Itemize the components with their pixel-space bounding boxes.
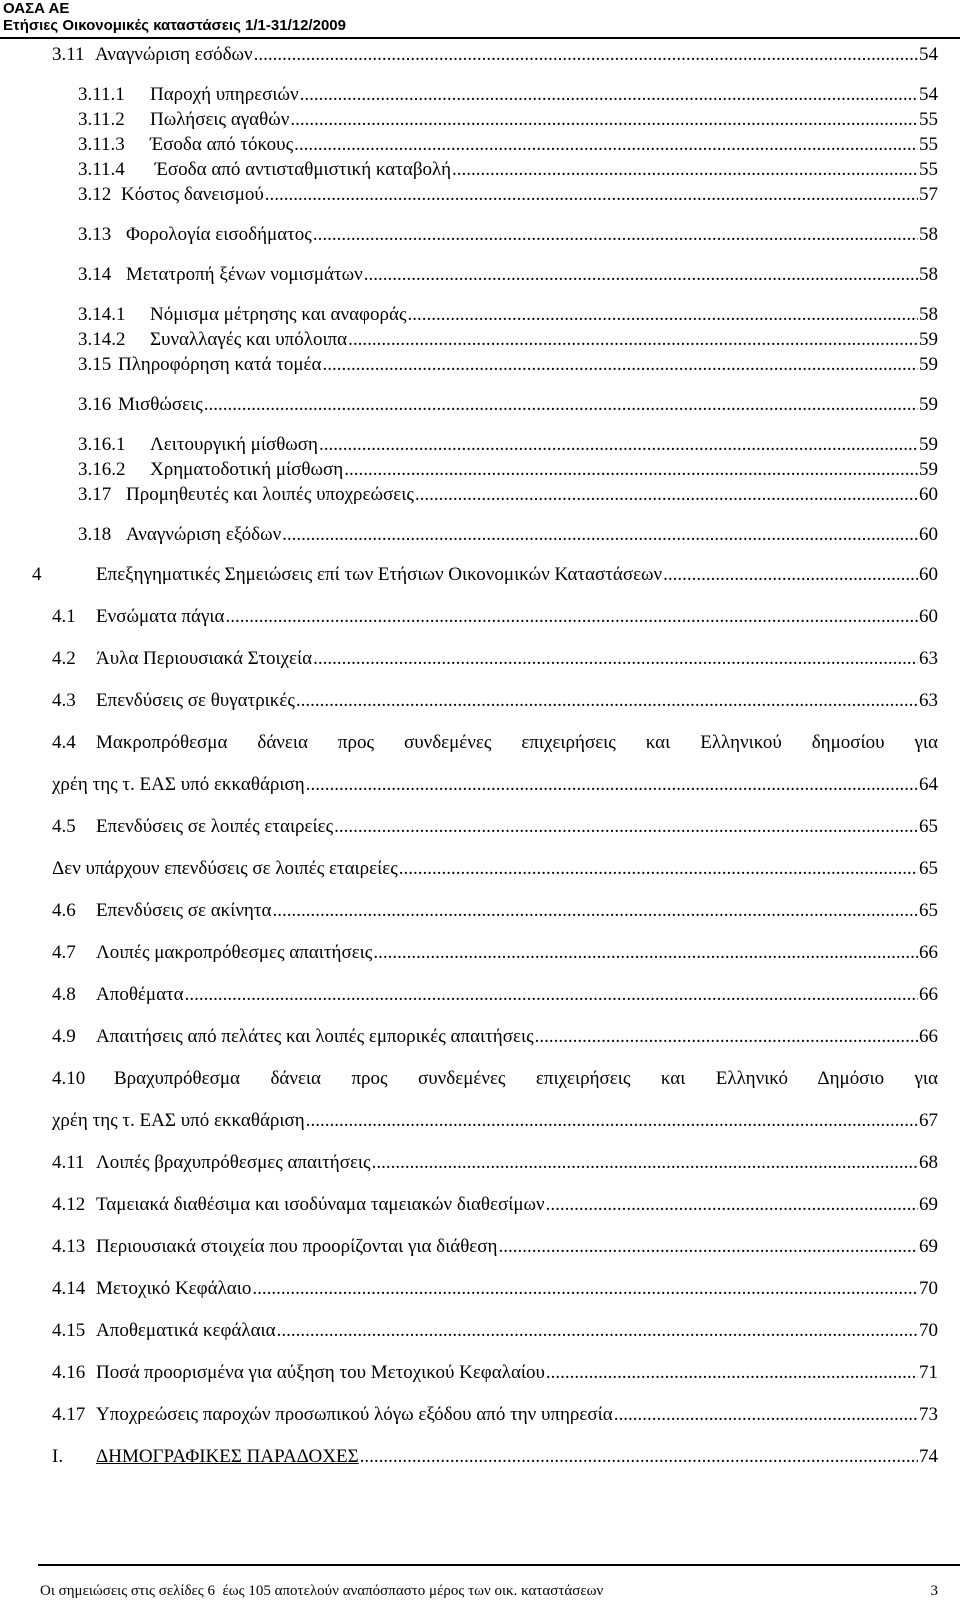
toc-entry-number: 4.14	[52, 1278, 86, 1299]
toc-entry[interactable]	[52, 1192, 938, 1218]
toc-entry-page: 60	[919, 606, 938, 627]
toc-entry-number: 3.16.2	[78, 459, 126, 480]
toc-entry[interactable]	[52, 1150, 938, 1176]
toc-entry-number: 4.5	[52, 816, 76, 837]
toc-entry-page: 59	[919, 354, 938, 375]
toc-entry-number: 3.13	[78, 224, 112, 245]
toc-entry-title: Παροχή υπηρεσιών	[150, 84, 299, 105]
toc-leader-dots	[296, 688, 918, 714]
page-footer	[0, 1562, 960, 1605]
toc-entry-number: 3.11.1	[78, 84, 125, 105]
toc-leader-dots	[372, 1150, 918, 1176]
toc-leader-dots	[348, 327, 918, 353]
toc-entry[interactable]	[78, 262, 938, 288]
toc-entry-title: Έσοδα από αντισταθμιστική καταβολή	[150, 159, 452, 180]
toc-entry-page: 55	[919, 134, 938, 155]
toc-entry-page: 63	[919, 690, 938, 711]
toc-entry-page: 59	[919, 394, 938, 415]
toc-entry-first-line[interactable]	[52, 1066, 938, 1092]
toc-entry-number: 3.11.3	[78, 134, 125, 155]
toc-entry-number: 4.16	[52, 1362, 86, 1383]
toc-entry-title: Βραχυπρόθεσμα δάνεια προς συνδεμένες επιχειρήσεις και Ελληνικό Δημόσιο για	[114, 1068, 938, 1089]
toc-entry[interactable]	[32, 562, 938, 588]
toc-entry-title: Συναλλαγές και υπόλοιπα	[150, 329, 348, 350]
toc-entry-title: Δεν υπάρχουν επενδύσεις σε λοιπές εταιρείες	[52, 858, 398, 879]
toc-leader-dots	[265, 182, 918, 208]
toc-entry[interactable]	[78, 107, 938, 133]
toc-entry[interactable]	[52, 1024, 938, 1050]
toc-entry-page: 60	[919, 484, 938, 505]
toc-leader-dots	[546, 1360, 918, 1386]
toc-leader-dots	[614, 1402, 918, 1428]
toc-entry-number: 4.4	[52, 732, 76, 753]
toc-leader-dots	[300, 82, 918, 108]
toc-entry-page: 67	[919, 1110, 938, 1131]
toc-leader-dots	[452, 157, 918, 183]
toc-entry-page: 73	[919, 1404, 938, 1425]
toc-entry-page: 68	[919, 1152, 938, 1173]
toc-entry-title: Μακροπρόθεσμα δάνεια προς συνδεμένες επιχειρήσεις και Ελληνικού δημοσίου για	[96, 732, 938, 753]
toc-entry[interactable]	[78, 302, 938, 328]
toc-entry-number: 3.18	[78, 524, 112, 545]
toc-entry-title-continuation: χρέη της τ. ΕΑΣ υπό εκκαθάριση	[52, 774, 305, 795]
toc-entry[interactable]	[78, 82, 938, 108]
toc-entry-page: 60	[919, 524, 938, 545]
toc-entry[interactable]	[52, 604, 938, 630]
toc-entry[interactable]	[52, 1318, 938, 1344]
toc-entry-page: 55	[919, 159, 938, 180]
toc-entry[interactable]	[52, 940, 938, 966]
toc-entry[interactable]	[52, 772, 938, 798]
document-subtitle: Ετήσιες Οικονομικές καταστάσεις 1/1-31/12/2009	[3, 17, 346, 34]
toc-entry[interactable]	[78, 327, 938, 353]
toc-entry-title: Μετοχικό Κεφάλαιο	[96, 1278, 252, 1299]
toc-leader-dots	[204, 392, 918, 418]
toc-entry-title: Μετατροπή ξένων νομισμάτων	[126, 264, 363, 285]
toc-entry-number: 3.11	[52, 44, 85, 65]
organization-name: ΟΑΣΑ ΑΕ	[3, 0, 70, 17]
toc-entry-number: 4.3	[52, 690, 76, 711]
toc-entry-number: 3.11.4	[78, 159, 125, 180]
toc-entry-page: 63	[919, 648, 938, 669]
toc-leader-dots	[373, 940, 918, 966]
toc-entry-title: Πληροφόρηση κατά τομέα	[118, 354, 322, 375]
toc-entry-page: 58	[919, 224, 938, 245]
toc-entry-title: Μισθώσεις	[118, 394, 203, 415]
toc-entry[interactable]	[52, 688, 938, 714]
toc-leader-dots	[334, 814, 918, 840]
toc-leader-dots	[498, 1234, 918, 1260]
toc-entry-page: 66	[919, 984, 938, 1005]
toc-entry-title: Νόμισμα μέτρησης και αναφοράς	[150, 304, 407, 325]
toc-entry[interactable]	[52, 1402, 938, 1428]
toc-entry-page: 54	[919, 84, 938, 105]
toc-entry-number: 4.17	[52, 1404, 86, 1425]
toc-entry-page: 60	[919, 564, 938, 585]
toc-entry[interactable]	[52, 1276, 938, 1302]
toc-entry[interactable]	[52, 1108, 938, 1134]
toc-entry[interactable]	[78, 182, 938, 208]
toc-entry-page: 59	[919, 459, 938, 480]
toc-leader-dots	[399, 856, 918, 882]
toc-entry-title: Χρηματοδοτική μίσθωση	[150, 459, 344, 480]
toc-entry-number: 3.14.2	[78, 329, 126, 350]
toc-entry[interactable]	[52, 1234, 938, 1260]
toc-entry-number: 4.9	[52, 1026, 76, 1047]
toc-entry-page: 66	[919, 1026, 938, 1047]
toc-entry-page: 59	[919, 434, 938, 455]
toc-leader-dots	[344, 457, 918, 483]
toc-leader-dots	[546, 1192, 918, 1218]
toc-entry-first-line[interactable]	[52, 730, 938, 756]
toc-entry-page: 69	[919, 1194, 938, 1215]
toc-entry-title: Υποχρεώσεις παροχών προσωπικού λόγω εξόδου από την υπηρεσία	[96, 1404, 613, 1425]
toc-entry[interactable]	[52, 42, 938, 68]
toc-leader-dots	[319, 432, 918, 458]
toc-leader-dots	[252, 1276, 918, 1302]
toc-entry-number: 3.14.1	[78, 304, 126, 325]
footer-rule	[38, 1564, 960, 1566]
toc-entry[interactable]	[52, 1360, 938, 1386]
toc-entry-page: 70	[919, 1320, 938, 1341]
toc-entry-title: Περιουσιακά στοιχεία που προορίζονται για διάθεση	[96, 1236, 498, 1257]
toc-entry-title: Λειτουργική μίσθωση	[150, 434, 318, 455]
toc-entry-title-continuation: χρέη της τ. ΕΑΣ υπό εκκαθάριση	[52, 1110, 305, 1131]
toc-entry-page: 71	[919, 1362, 938, 1383]
toc-entry-number: 3.17	[78, 484, 112, 505]
page-number: 3	[930, 1583, 938, 1599]
toc-entry-page: 58	[919, 264, 938, 285]
toc-entry-title: Ενσώματα πάγια	[96, 606, 225, 627]
toc-leader-dots	[306, 772, 918, 798]
toc-entry-number: 4.13	[52, 1236, 86, 1257]
toc-leader-dots	[663, 562, 918, 588]
toc-entry-number: 4	[32, 564, 42, 585]
toc-entry-title: Αποθεματικά κεφάλαια	[96, 1320, 276, 1341]
toc-entry-number: 3.16.1	[78, 434, 126, 455]
toc-entry-page: 65	[919, 858, 938, 879]
toc-entry-number: 4.15	[52, 1320, 86, 1341]
toc-entry[interactable]	[78, 157, 938, 183]
toc-entry[interactable]	[78, 457, 938, 483]
toc-entry-page: 58	[919, 304, 938, 325]
toc-entry-page: 69	[919, 1236, 938, 1257]
toc-leader-dots	[185, 982, 918, 1008]
toc-entry-title: Αποθέματα	[96, 984, 184, 1005]
toc-leader-dots	[225, 604, 918, 630]
toc-entry-page: 64	[919, 774, 938, 795]
toc-entry[interactable]	[78, 392, 938, 418]
toc-entry-title: Άυλα Περιουσιακά Στοιχεία	[96, 648, 313, 669]
toc-entry-number: 3.12	[78, 184, 112, 205]
toc-entry-number: 3.14	[78, 264, 112, 285]
footer-note: Οι σημειώσεις στις σελίδες 6 έως 105 αποτελούν αναπόσπαστο μέρος των οικ. καταστάσεων	[40, 1583, 604, 1599]
toc-leader-dots	[254, 42, 918, 68]
toc-entry-number: 4.10	[52, 1068, 86, 1089]
toc-entry-page: 59	[919, 329, 938, 350]
toc-leader-dots	[535, 1024, 918, 1050]
toc-entry[interactable]	[78, 132, 938, 158]
toc-leader-dots	[313, 222, 918, 248]
toc-entry-page: 66	[919, 942, 938, 963]
toc-entry[interactable]	[52, 898, 938, 924]
toc-entry-title: Ταμειακά διαθέσιμα και ισοδύναμα ταμειακών διαθεσίμων	[96, 1194, 545, 1215]
toc-entry-page: 55	[919, 109, 938, 130]
toc-entry[interactable]	[52, 856, 938, 882]
toc-entry-number: 4.7	[52, 942, 76, 963]
toc-entry-title: Προμηθευτές και λοιπές υποχρεώσεις	[126, 484, 414, 505]
toc-entry-page: 74	[919, 1446, 938, 1467]
toc-leader-dots	[294, 132, 918, 158]
toc-entry-title: Απαιτήσεις από πελάτες και λοιπές εμπορικές απαιτήσεις	[96, 1026, 534, 1047]
toc-entry-page: 70	[919, 1278, 938, 1299]
toc-entry[interactable]	[78, 482, 938, 508]
toc-entry-title: Λοιπές μακροπρόθεσμες απαιτήσεις	[96, 942, 373, 963]
toc-entry-title: Κόστος δανεισμού	[121, 184, 264, 205]
toc-entry-title: ΔΗΜΟΓΡΑΦΙΚΕΣ ΠΑΡΑΔΟΧΕΣ	[96, 1446, 359, 1467]
toc-entry-number: 4.6	[52, 900, 76, 921]
toc-entry[interactable]	[78, 522, 938, 548]
toc-entry-title: Φορολογία εισοδήματος	[126, 224, 312, 245]
toc-leader-dots	[415, 482, 918, 508]
toc-entry-page: 57	[919, 184, 938, 205]
toc-entry[interactable]	[78, 352, 938, 378]
toc-entry[interactable]	[78, 222, 938, 248]
toc-entry-title: Αναγνώριση εξόδων	[126, 524, 282, 545]
toc-entry-title: Επεξηγηματικές Σημειώσεις επί των Ετήσιων Οικονομικών Καταστάσεων	[96, 564, 663, 585]
toc-entry-title: Επενδύσεις σε θυγατρικές	[96, 690, 295, 711]
toc-leader-dots	[290, 107, 918, 133]
toc-entry-number: I.	[52, 1446, 64, 1467]
toc-leader-dots	[306, 1108, 918, 1134]
toc-leader-dots	[272, 898, 918, 924]
toc-entry[interactable]	[78, 432, 938, 458]
toc-leader-dots	[277, 1318, 918, 1344]
toc-entry-page: 65	[919, 816, 938, 837]
toc-entry-number: 4.11	[52, 1152, 85, 1173]
toc-leader-dots	[313, 646, 918, 672]
toc-entry-number: 3.15	[78, 354, 112, 375]
toc-leader-dots	[360, 1444, 918, 1470]
toc-leader-dots	[364, 262, 918, 288]
toc-entry-number: 4.12	[52, 1194, 86, 1215]
toc-entry-title: Αναγνώριση εσόδων	[95, 44, 253, 65]
toc-entry-page: 54	[919, 44, 938, 65]
toc-leader-dots	[407, 302, 918, 328]
toc-entry-number: 3.16	[78, 394, 112, 415]
toc-entry[interactable]	[52, 814, 938, 840]
toc-entry-title: Πωλήσεις αγαθών	[150, 109, 290, 130]
toc-entry-number: 4.8	[52, 984, 76, 1005]
toc-leader-dots	[322, 352, 918, 378]
toc-entry[interactable]	[52, 646, 938, 672]
toc-entry-number: 4.2	[52, 648, 76, 669]
toc-entry-title: Λοιπές βραχυπρόθεσμες απαιτήσεις	[96, 1152, 371, 1173]
toc-entry[interactable]	[52, 1444, 938, 1470]
toc-entry-title: Έσοδα από τόκους	[150, 134, 294, 155]
toc-entry[interactable]	[52, 982, 938, 1008]
toc-entry-title: Επενδύσεις σε ακίνητα	[96, 900, 272, 921]
toc-entry-number: 3.11.2	[78, 109, 125, 130]
toc-leader-dots	[282, 522, 918, 548]
toc-entry-page: 65	[919, 900, 938, 921]
toc-entry-title: Ποσά προορισμένα για αύξηση του Μετοχικού Κεφαλαίου	[96, 1362, 545, 1383]
toc-entry-title: Επενδύσεις σε λοιπές εταιρείες	[96, 816, 334, 837]
toc-entry-number: 4.1	[52, 606, 76, 627]
